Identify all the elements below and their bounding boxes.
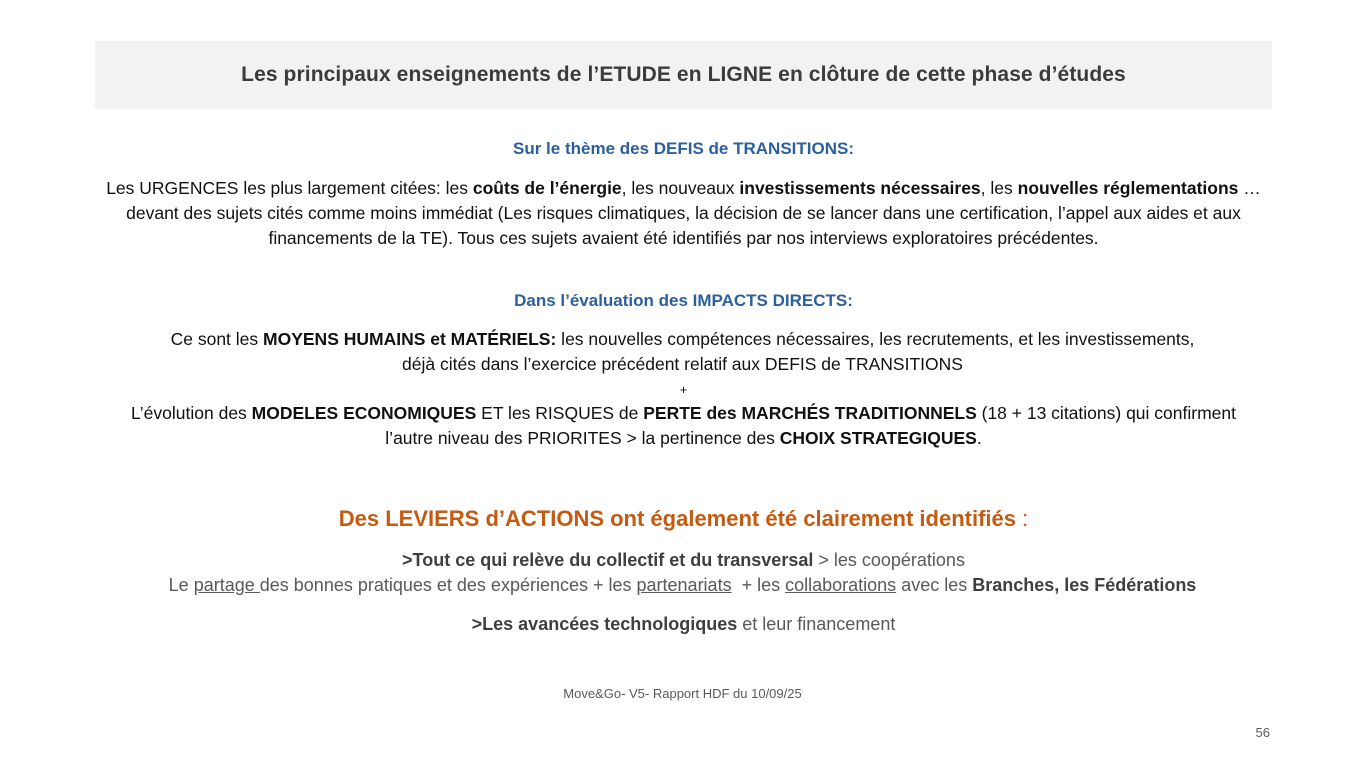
impacts-bold-choices: CHOIX STRATEGIQUES	[779, 428, 977, 448]
levers-collective-rest: > les coopérations	[813, 550, 965, 570]
levers-collective-bold: >Tout ce qui relève du collectif et du transversal	[402, 550, 814, 570]
defis-text-2: , les nouveaux	[621, 178, 740, 198]
page-title: Les principaux enseignements de l’ETUDE en LIGNE en clôture de cette phase d’études	[241, 63, 1126, 86]
impacts-text-6: .	[976, 428, 982, 448]
levers-partners-text-b: des bonnes pratiques et des expériences + les	[259, 575, 637, 595]
levers-line-collective	[95, 548, 1272, 573]
levers-line-partnerships	[80, 573, 1285, 598]
plus-sign: +	[679, 382, 688, 397]
impacts-paragraph-2	[110, 401, 1257, 451]
levers-collaborations-underlined: collaborations	[785, 575, 897, 595]
levers-branches-bold: Branches, les Fédérations	[972, 575, 1197, 595]
impacts-text-3: L’évolution des	[131, 403, 252, 423]
defis-bold-energy: coûts de l’énergie	[472, 178, 622, 198]
footer-text: Move&Go- V5- Rapport HDF du 10/09/25	[563, 686, 802, 701]
levers-partage-underlined: partage	[193, 575, 260, 595]
defis-heading: Sur le thème des DEFIS de TRANSITIONS:	[512, 139, 854, 158]
impacts-bold-markets: PERTE des MARCHÉS TRADITIONNELS	[643, 403, 977, 423]
defis-text-4: … devant des sujets cités comme moins immédiat (Les risques climatiques, la décision de se lancer dans une certification, l’appel aux aides et aux financements de la TE). Tous ces sujets avaient été identifiés par nos interviews exploratoires précédentes.	[126, 178, 1261, 248]
defis-bold-regulations: nouvelles réglementations	[1017, 178, 1239, 198]
levers-line-tech	[95, 612, 1272, 637]
title-band	[95, 41, 1272, 109]
defis-bold-investments: investissements nécessaires	[739, 178, 981, 198]
impacts-heading: Dans l’évaluation des IMPACTS DIRECTS:	[514, 291, 853, 310]
levers-partners-text-d: avec les	[896, 575, 973, 595]
defis-paragraph	[100, 176, 1267, 251]
page-number: 56	[1255, 725, 1270, 740]
levers-partenariats-underlined: partenariats	[636, 575, 732, 595]
defis-text-3: , les	[980, 178, 1018, 198]
levers-heading-colon: :	[1016, 506, 1029, 531]
levers-heading	[95, 506, 1272, 532]
levers-heading-text: Des LEVIERS d’ACTIONS ont également été clairement identifiés	[338, 506, 1017, 531]
impacts-text-5: (18 + 13 citations) qui confirment l’autre niveau des PRIORITES > la pertinence des	[385, 403, 1236, 448]
impacts-paragraph-1	[160, 327, 1205, 377]
levers-tech-bold: >Les avancées technologiques	[471, 614, 738, 634]
impacts-bold-models: MODELES ECONOMIQUES	[251, 403, 477, 423]
impacts-text-2: les nouvelles compétences nécessaires, les recrutements, et les investissements, déjà cités dans l’exercice précédent relatif aux DEFIS de TRANSITIONS	[402, 329, 1195, 374]
levers-partners-text-c: + les	[731, 575, 786, 595]
impacts-text-4: ET les RISQUES de	[476, 403, 644, 423]
levers-partners-text-a: Le	[168, 575, 194, 595]
levers-tech-rest: et leur financement	[737, 614, 896, 634]
impacts-bold-means: MOYENS HUMAINS et MATÉRIELS:	[263, 329, 557, 349]
impacts-text-1: Ce sont les	[170, 329, 264, 349]
defis-text-1: Les URGENCES les plus largement citées: les	[106, 178, 473, 198]
